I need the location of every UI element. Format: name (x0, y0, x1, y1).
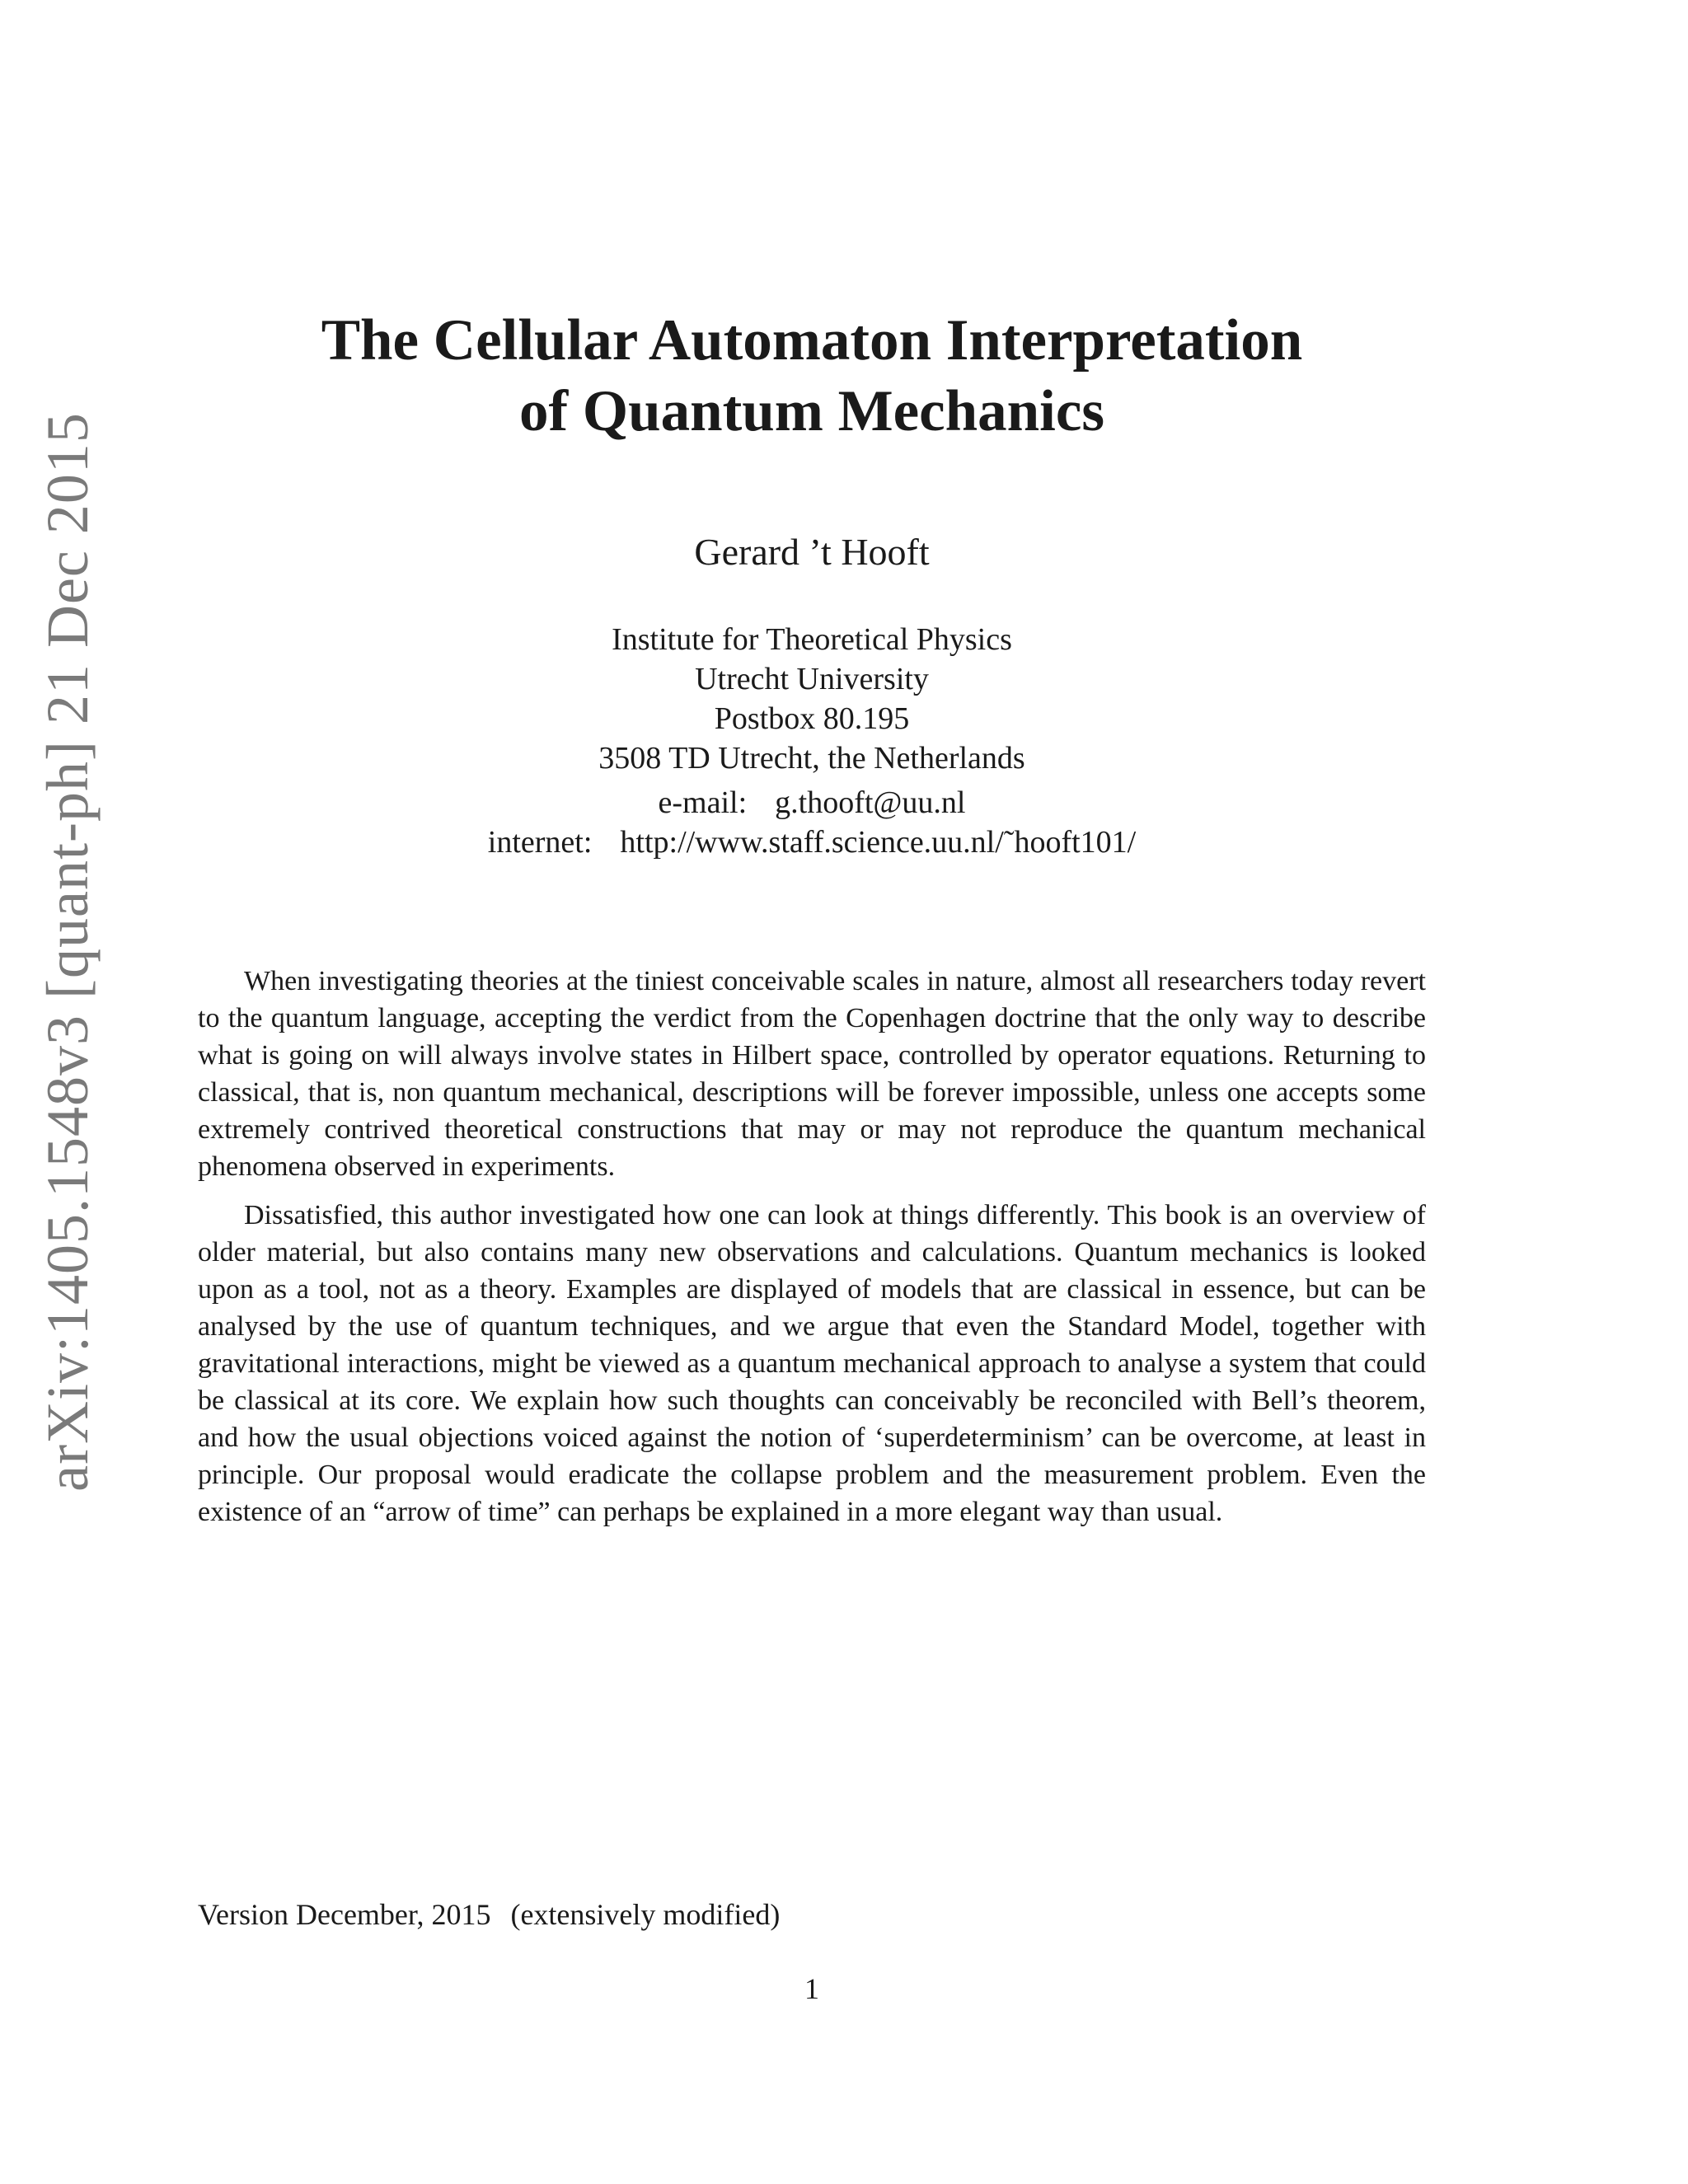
affiliation-university: Utrecht University (695, 662, 929, 696)
email-label: e-mail: (658, 785, 748, 820)
affiliation-address: 3508 TD Utrecht, the Netherlands (598, 741, 1025, 776)
internet-label: internet: (487, 825, 593, 860)
email-address: g.thooft@uu.nl (775, 785, 966, 820)
internet-line (198, 823, 1426, 862)
abstract (198, 963, 1426, 1530)
version-modification-note: (extensively modified) (510, 1898, 781, 1931)
title-line-1: The Cellular Automaton Interpretation (321, 308, 1303, 373)
author-name: Gerard ’t Hooft (694, 531, 930, 573)
version-text: Version December, 2015 (198, 1898, 491, 1931)
arxiv-identifier-stamp: arXiv:1405.1548v3 [quant-ph] 21 Dec 2015 (35, 412, 101, 1492)
contact-info (198, 783, 1426, 862)
affiliation-institute: Institute for Theoretical Physics (612, 622, 1012, 657)
affiliation-postbox: Postbox 80.195 (714, 701, 910, 736)
abstract-paragraph-1: When investigating theories at the tiniest conceivable scales in nature, almost all researchers today revert to the quantum language, accepting the verdict from the Copenhagen doctrine that the only way to describe what is going on will always involve states in Hilbert space, controlled by operator equations. Returning to classical, that is, non quantum mechanical, descriptions will be forever impossible, unless one accepts some extremely contrived theoretical constructions that may or may not reproduce the quantum mechanical phenomena observed in experiments. (198, 966, 1426, 1182)
abstract-paragraph-2: Dissatisfied, this author investigated how one can look at things differently. This book is an overview of older material, but also contains many new observations and calculations. Quantum mechanics is looked upon as a tool, not as a theory. Examples are displayed of models that are classical in essence, but can be analysed by the use of quantum techniques, and we argue that even the Standard Model, together with gravitational interactions, might be viewed as a quantum mechanical approach to analyse a system that could be classical at its core. We explain how such thoughts can conceivably be reconciled with Bell’s theorem, and how the usual objections voiced against the notion of ‘superdeterminism’ can be overcome, at least in principle. Our proposal would eradicate the collapse problem and the measurement problem. Even the existence of an “arrow of time” can perhaps be explained in a more elegant way than usual. (198, 1200, 1426, 1527)
author-affiliation (198, 620, 1426, 778)
email-line (198, 783, 1426, 823)
page-number: 1 (804, 1972, 819, 2005)
title-line-2: of Quantum Mechanics (519, 379, 1104, 443)
version-note (198, 1896, 780, 1933)
paper-title (198, 305, 1426, 447)
internet-url: http://www.staff.science.uu.nl/˜hooft101/ (620, 825, 1137, 860)
